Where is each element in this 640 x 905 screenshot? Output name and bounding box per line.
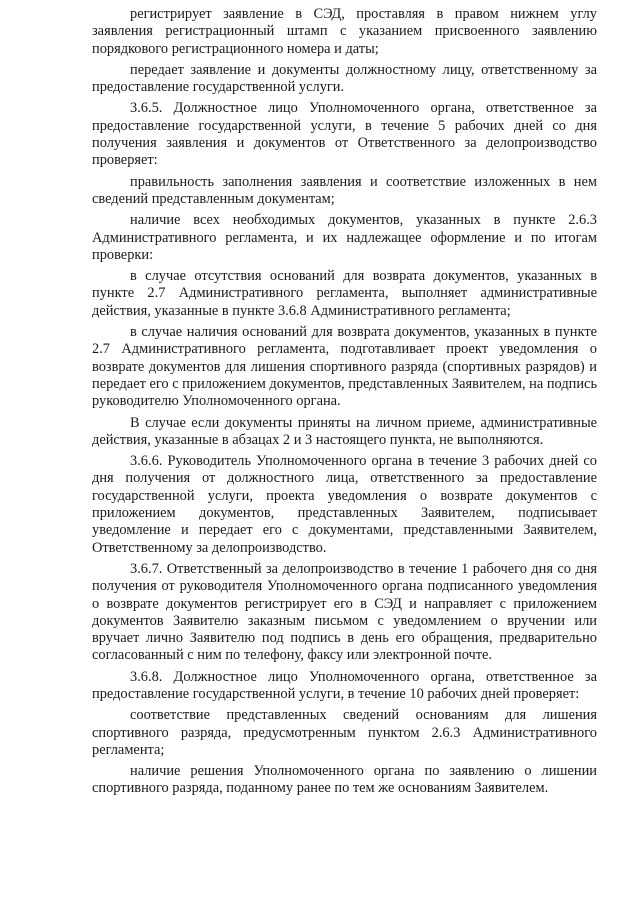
paragraph: регистрирует заявление в СЭД, проставляя в правом нижнем углу заявления регистрационный штамп с указанием присвоенного заявлению порядкового регистрационного номера и даты;: [92, 6, 597, 57]
paragraph: 3.6.5. Должностное лицо Уполномоченного органа, ответственное за предоставление государственной услуги, в течение 5 рабочих дней со дня получения заявления и документов от Ответственного за делопроизводство проверяет:: [92, 100, 597, 169]
paragraph: 3.6.6. Руководитель Уполномоченного органа в течение 3 рабочих дней со дня получения от должностного лица, ответственного за предоставление государственной услуги, проекта уведомления о возврате документов с приложением документов, представленных Заявителем, подписывает уведомление и передает его с документами, представленными Заявителем, Ответственному за делопроизводство.: [92, 453, 597, 556]
paragraph: в случае отсутствия оснований для возврата документов, указанных в пункте 2.7 Административного регламента, выполняет административные действия, указанные в пункте 3.6.8 Административного регламента;: [92, 268, 597, 319]
paragraph: соответствие представленных сведений основаниям для лишения спортивного разряда, предусмотренным пунктом 2.6.3 Административного регламента;: [92, 707, 597, 758]
paragraph: 3.6.7. Ответственный за делопроизводство в течение 1 рабочего дня со дня получения от руководителя Уполномоченного органа подписанного уведомления о возврате документов регистрирует его в СЭД и направляет с приложением документов Заявителю заказным письмом с уведомлением о вручении или вручает лично Заявителю под подпись в день его обращения, предварительно согласованный с ним по телефону, факсу или электронной почте.: [92, 560, 597, 664]
paragraph: наличие решения Уполномоченного органа по заявлению о лишении спортивного разряда, поданному ранее по тем же основаниям Заявителем.: [92, 763, 597, 797]
paragraph: В случае если документы приняты на личном приеме, административные действия, указанные в абзацах 2 и 3 настоящего пункта, не выполняются.: [92, 414, 597, 448]
paragraph: наличие всех необходимых документов, указанных в пункте 2.6.3 Административного регламента, и их надлежащее оформление и по итогам проверки:: [92, 212, 597, 263]
paragraph: правильность заполнения заявления и соответствие изложенных в нем сведений представленным документам;: [92, 173, 597, 207]
paragraph: в случае наличия оснований для возврата документов, указанных в пункте 2.7 Административного регламента, подготавливает проект уведомления о возврате документов для лишения спортивного разряда (спортивных разрядов) и передает его с приложением документов, представленных Заявителем, на подпись руководителю Уполномоченного органа.: [92, 324, 598, 410]
paragraph: передает заявление и документы должностному лицу, ответственному за предоставление государственной услуги.: [92, 61, 597, 96]
document-page: [92, 6, 597, 798]
paragraph: 3.6.8. Должностное лицо Уполномоченного органа, ответственное за предоставление государственной услуги, в течение 10 рабочих дней проверяет:: [92, 668, 597, 702]
